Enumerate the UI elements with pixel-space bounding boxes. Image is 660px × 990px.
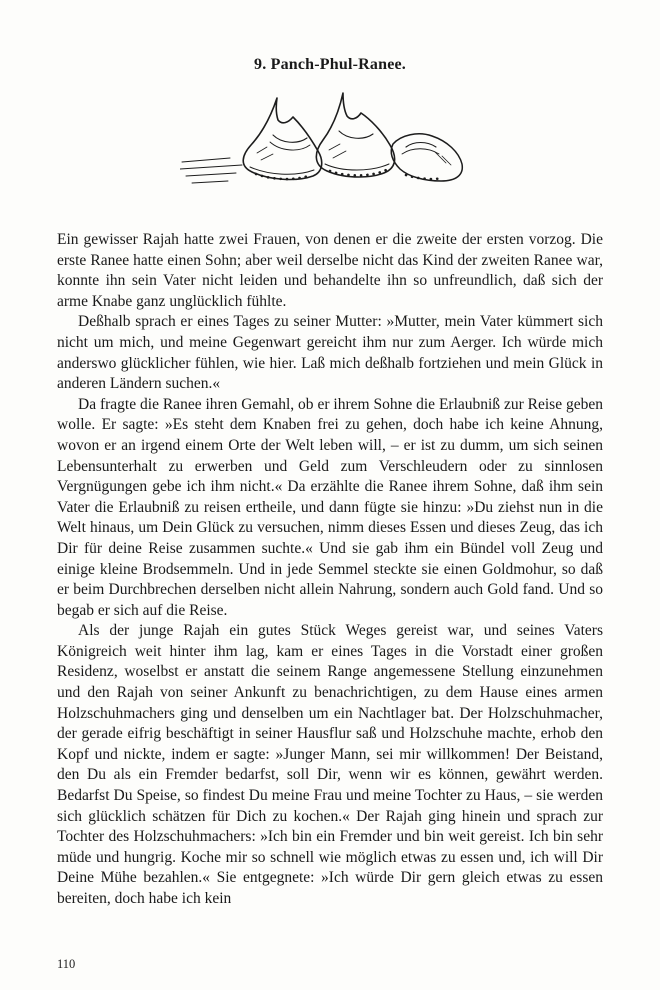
paragraph-3: Da fragte die Ranee ihren Gemahl, ob er ihrem Sohne die Erlaubniß zur Reise geben wolle. Er sagte: »Es steht dem Knaben frei zu gehen, doch habe ich keine Ahnung, wovon er an irgend einem Orte der Welt leben will, – er ist zu dumm, um sich seinen Lebensunterhalt zu erwerben und Geld zum Verschleudern oder zu sinnlosen Vergnügungen gebe ich ihm nicht.« Da erzählte die Ranee ihrem Sohne, daß ihm sein Vater die Erlaubniß zu reisen ertheile, und dann fügte sie hinzu: »Du ziehst nun in die Welt hinaus, um Dein Glück zu versuchen, nimm dieses Essen und dieses Zeug, das ich Dir für deine Reise zusammen suchte.« Und sie gab ihm ein Bündel voll Zeug und einige kleine Brodsemmeln. Und in jede Semmel steckte sie einen Goldmohur, so daß er beim Durchbrechen derselben nicht allein Nahrung, sondern auch Gold fand. Und so begab er sich auf die Reise. (57, 395, 603, 619)
chapter-title: 9. Panch-Phul-Ranee. (254, 56, 406, 73)
paragraph-4: Als der junge Rajah ein gutes Stück Weges gereist war, und seines Vaters Königreich weit hinter ihm lag, kam er eines Tages in die Vorstadt einer großen Residenz, woselbst er anstatt die seinem Range angemessene Stellung einzunehmen und den Rajah von seiner Ankunft zu benachrichtigen, zu dem Hause eines armen Holzschuhmachers ging und denselben um ein Nachtlager bat. Der Holzschuhmacher, der gerade eifrig beschäftigt in seiner Hausflur saß und Holzschuhe machte, erhob den Kopf und nickte, indem er sagte: »Junger Mann, sei mir willkommen! Der Beistand, den Du als ein Fremder bedarfst, soll Dir, wenn wir es können, gewährt werden. Bedarfst Du Speise, so findest Du meine Frau und meine Tochter zu Haus, – sie werden sich glücklich schätzen für Dich zu kochen.« Der Rajah ging hinein und sprach zur Tochter des Holzschuhmachers: »Ich bin ein Fremder und bin weit gereist. Ich bin sehr müde und hungrig. Koche mir so schnell wie möglich etwas zu essen und, ich will Dir Deine Mühe bezahlen.« Sie entgegnete: »Ich würde Dir gern gleich etwas zu essen bereiten, doch habe ich kein (57, 622, 603, 907)
paragraph-1: Ein gewisser Rajah hatte zwei Frauen, von denen er die zweite der ersten vorzog. Die erste Ranee hatte einen Sohn; aber weil derselbe nicht das Kind der zweiten Ranee war, konnte ihn sein Vater nicht leiden und behandelte ihn so unfreundlich, daß sich der arme Knabe ganz unglücklich fühlte. (57, 231, 603, 310)
paragraph-2: Deßhalb sprach er eines Tages zu seiner Mutter: »Mutter, mein Vater kümmert sich nicht um mich, und meine Gegenwart gereicht ihm nur zum Aerger. Ich würde mich anderswo glücklicher fühlen, wie hier. Laß mich deßhalb fortziehen und mein Glück in anderen Ländern suchen.« (57, 313, 603, 393)
page-number: 110 (57, 957, 76, 971)
wooden-clogs-illustration (57, 88, 603, 206)
wooden-clogs-sketch-icon (180, 90, 480, 205)
body-text (57, 230, 603, 910)
